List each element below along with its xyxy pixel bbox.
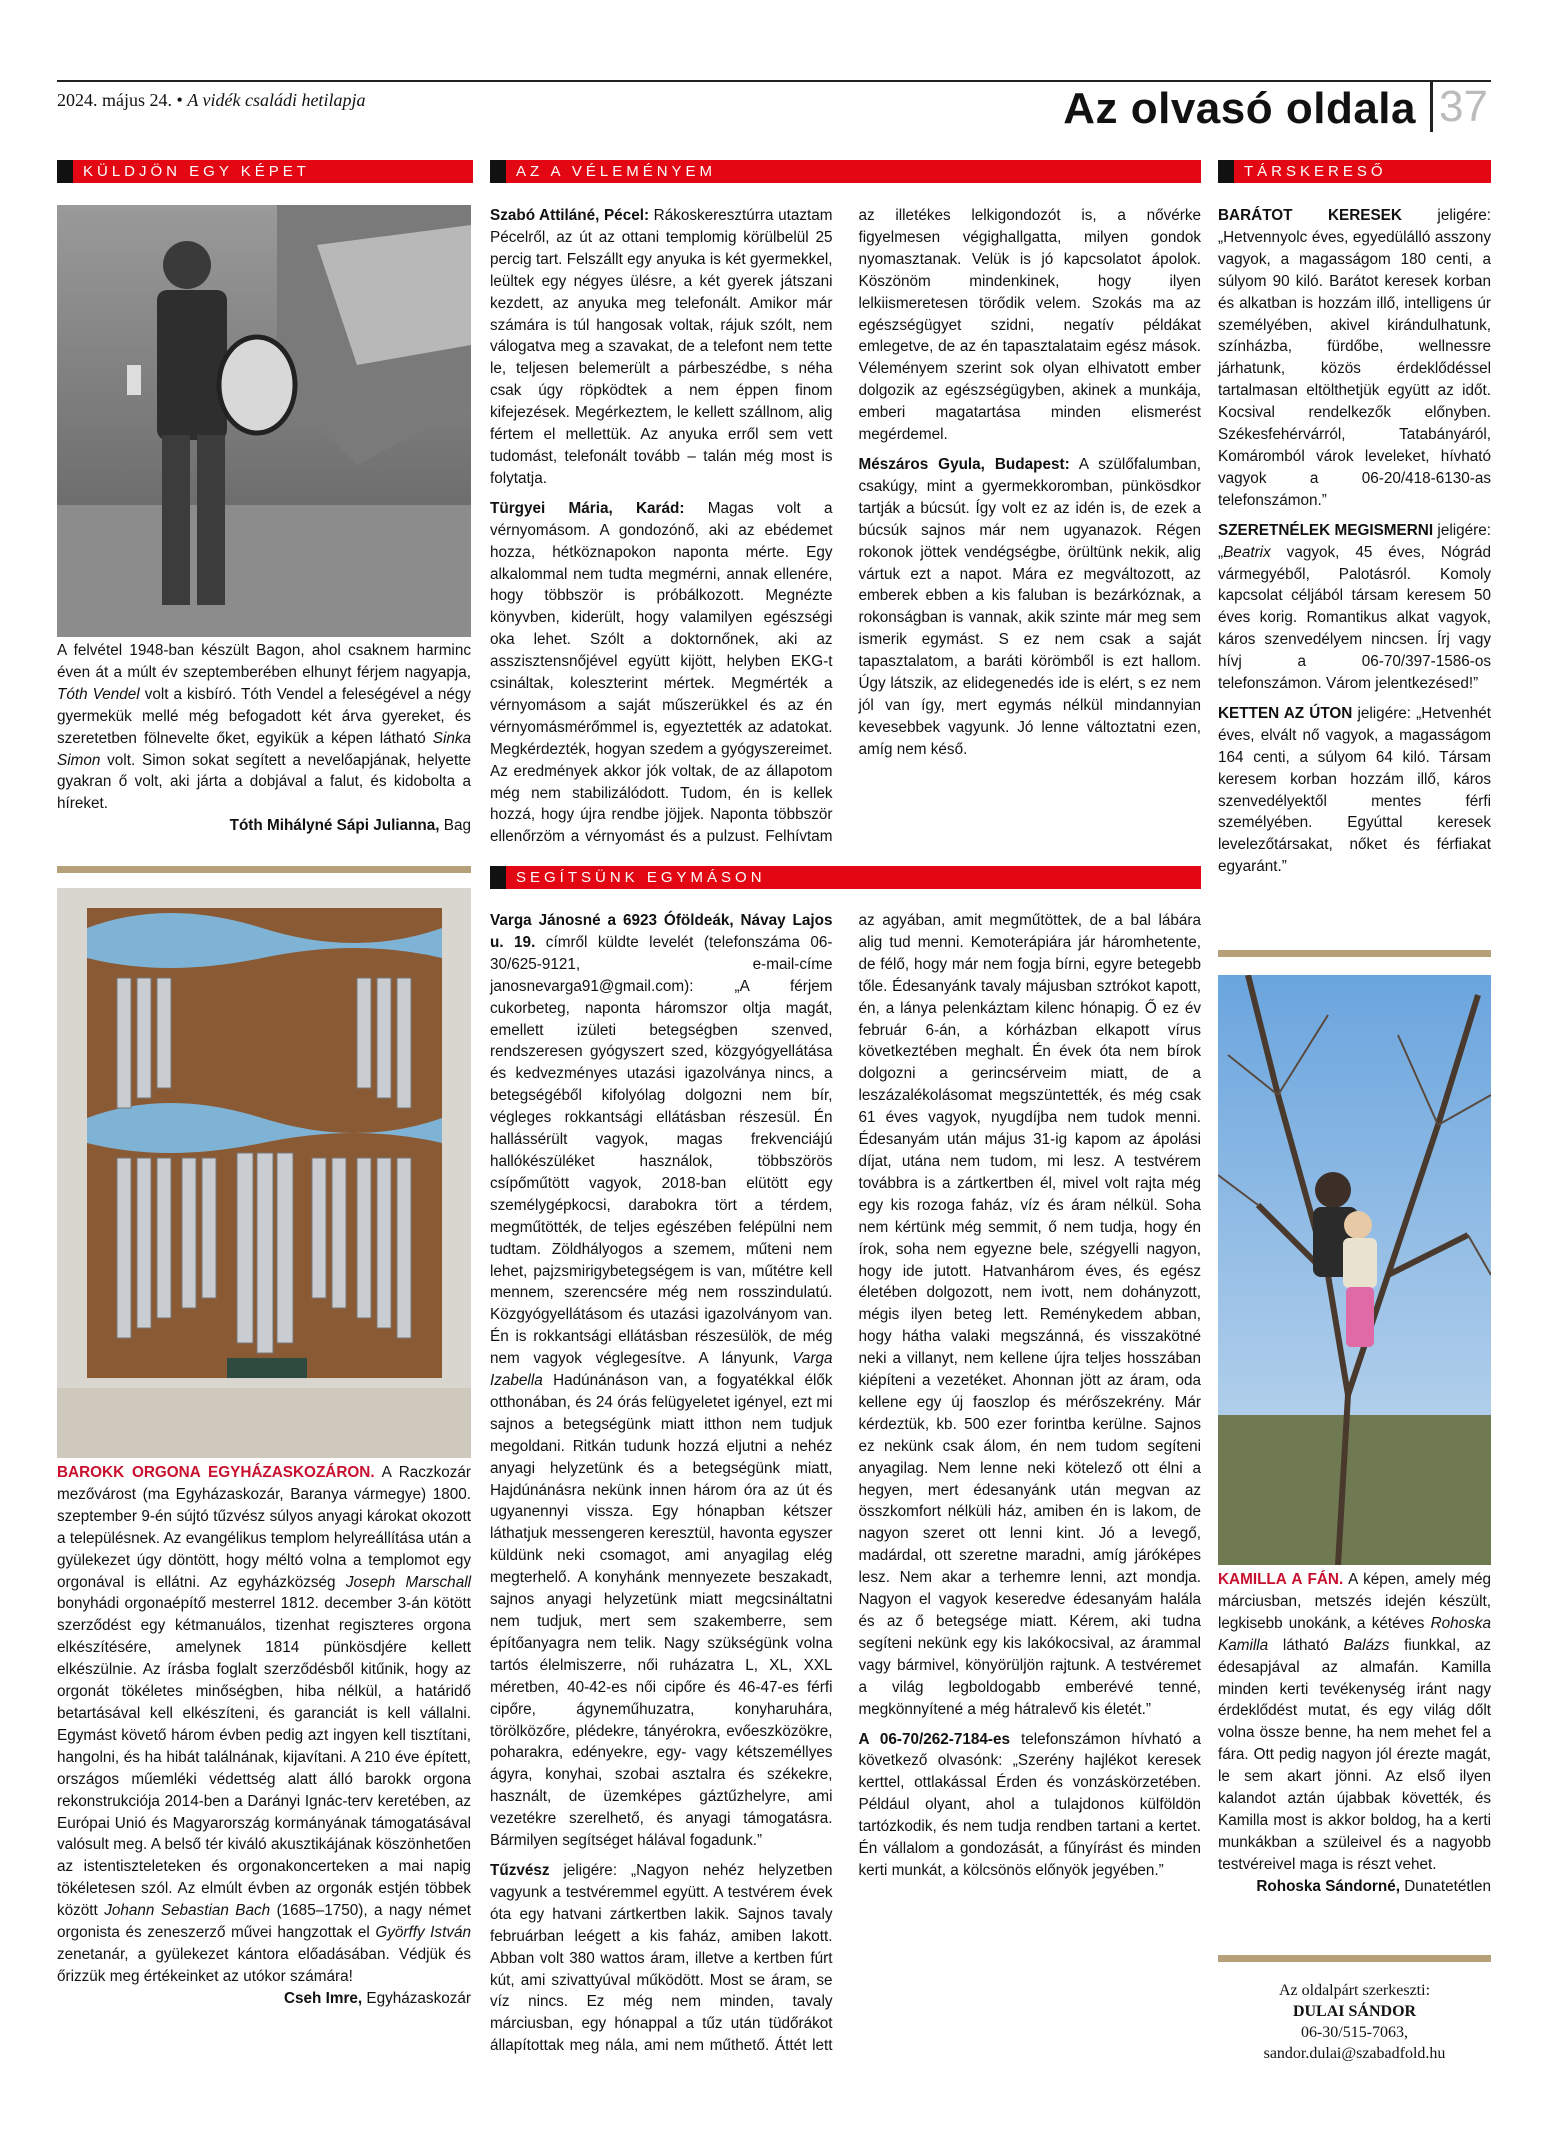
kamilla-text-1: A képen, amely még márciusban, metszés idején készült, legkisebb unokánk, a kétéves (1218, 1571, 1491, 1632)
opinion-letter-3 (859, 454, 1202, 761)
organ-text-1: A Raczkozár mezővárost (ma Egyházaskozár, Baranya vármegye) 1800. szeptember 9-én sújtó tűzvész súlyos anyagi károkat okozott a településnek. Az evangélikus templom helyreállítása után a gyülekezet úgy döntött, hogy méltó volna a templomot egy orgonával is ellátni. Az egyházközség (57, 1464, 471, 1591)
organ-text-3: (1685–1750), a nagy német orgonista és zeneszerző művei hangzottak el (57, 1902, 472, 1942)
caption-text-3: volt. Simon sokat segített a nevelőapjának, helyette gyakran ő volt, aki járta a dobjával a falut, és kidobolta a híreket. (57, 751, 472, 813)
organ-signature (57, 1988, 471, 2010)
kamilla-name-1: Rohoska Kamilla (1218, 1614, 1491, 1654)
kamilla-text-2: látható (1282, 1636, 1329, 1654)
kamilla-name-2: Balázs (1343, 1636, 1390, 1654)
organ-photo (57, 888, 471, 1458)
photo-caption (57, 640, 471, 837)
signature-place: Bag (443, 817, 471, 835)
page-number: 37 (1430, 82, 1485, 132)
partner-ad-2-text-2: vagyok, 45 éves, Nógrád vármegyéből, Palotásról. Komoly kapcsolat céljából társam keresem 50 éves korig. Romantikus alkat vagyok, káros szenvedélyem nincsen. Írj vagy hívj a 06-70/397-1586-os telefonszámon. Várom jelentkezésed!” (1218, 543, 1491, 693)
caption-text-2: volt a kisbíró. Tóth Vendel a feleségével a négy gyermekük mellé még befogadott két árva gyereket, és szeretetben fölnevelte őket, egyikük a képen látható (57, 685, 471, 747)
organ-text-4: zenetanár, a gyülekezet kántora előadásában. Védjük és őrizzük meg értékeinket az utókor számára! (57, 1945, 471, 1985)
section-opinion: AZ A VÉLEMÉNYEM (490, 160, 1201, 183)
tagline: A vidék családi hetilapja (187, 90, 366, 110)
opinion-letters (490, 205, 1201, 855)
letter-2-author: Türgyei Mária, Karád: (490, 499, 685, 517)
partner-ad-1-head: BARÁTOT KERESEK (1218, 207, 1402, 224)
partner-ad-2-text-1: jeligére: „ (1218, 521, 1491, 561)
partner-ad-3 (1218, 703, 1491, 878)
organ-signature-name: Cseh Imre, (283, 1989, 363, 2007)
organ-signature-place: Egyházaskozár (366, 1989, 471, 2007)
organ-name-2: Johann Sebastian Bach (104, 1902, 271, 1920)
organ-name-1: Joseph Marschall (345, 1573, 471, 1591)
organ-text-2: bonyhádi orgonaépítő mesterrel 1812. december 3-án kötött szerződést egy kétmanuálos, tizenhat regiszteres orgona elkészítésére, amelynek 1814 pünkösdjére kellett elkészülnie. Az írásba foglalt szerződésből kitűnik, hogy az orgonát tökéletes minőségben, hiba nélkül, a határidő betartásával kell elkészíteni, és garanciát is kell vállalni. Egymást követő három évben pedig azt ingyen kell tisztítani, hangolni, és ha hibát találnának, kijavítani. A 210 éve épített, országos műemléki védettség alatt álló barokk orgona rekonstrukciója 2014-ben a Darányi Ignác-terv keretében, az Európai Unió és Magyarország kormányának támogatásával valósult meg. A belső tér kiváló akusztikájának köszönhetően az istentiszteleteken és orgonakoncerteken a mai napig tökéletesen szól. Az elmúlt évben az orgonák estjén többek között (57, 1595, 471, 1920)
tuzvesz-code: Tűzvész (490, 1861, 550, 1879)
divider-rule (57, 866, 471, 873)
editor-email: sandor.dulai@szabadfold.hu (1263, 2045, 1446, 2062)
editor-name: DULAI SÁNDOR (1292, 2003, 1417, 2020)
organ-name-3: Györffy István (375, 1924, 471, 1942)
partner-ad-1-text: jeligére: „Hetvennyolc éves, egyedülálló asszony vagyok, a magasságom 180 centi, a súlyom 90 kiló. Barátot keresek korban és alkatban is hozzám illő, intelligens úr személyében, akivel kirándulhatunk, színházba, fürdőbe, wellnessre járhatunk, közös érdeklődéssel tartalmasan eltölthetjük együtt az időt. Kocsival rendelkezők előnyben. Székesfehérvárról, Tatabányáról, Komáromból várok leveleket, hívható vagyok a 06-20/418-6130-as telefonszámon.” (1218, 207, 1491, 509)
drummer-photo (57, 205, 471, 637)
editor-box (1218, 1980, 1491, 2064)
partner-ad-2-head: SZERETNÉLEK MEGISMERNI (1218, 521, 1434, 539)
signature-name: Tóth Mihályné Sápi Julianna, (229, 817, 440, 835)
issue-date: 2024. május 24. (57, 90, 172, 110)
section-send-picture: KÜLDJÖN EGY KÉPET (57, 160, 473, 183)
opinion-letter-1 (490, 205, 833, 490)
letter-2-text: Magas volt a vérnyomásom. A gondozónő, aki az ebédemet hozza, hétköznapokon naponta mérte. Egy alkalommal nem tudta megmérni, annak ellenére, hogy többször is próbálkozott. Megnézte könyvben, kiderült, hogy valamilyen egészségi oka lehet. Szólt a doktornőnek, aki az asszisztensnőjével együtt kijött, helyben EKG-t csináltak, koleszterint mértek. Megmérték a vérnyomásom a saját műszerükkel és az én vérnyomásmérőmmel is, egyeztették az adatokat. Megkérdezték, hogyan szedem a gyógyszereimet. Az eredmények akkor jók voltak, de az állapotom még nem stabilizálódott. Tudom, én is kellek hozzá, hogy újra rendbe jöjjek. Naponta többször ellenőrzöm a vérnyomást és a pulzust. Felhívtam az illetékes lelkigondozót is, a nővérke figyelmesen végighallgatta, milyen gondok nyomasztanak. Velük is jó kapcsolatot ápolok. Köszönöm mindenkinek, hogy ilyen lelkiismeretesen törődik velem. Szokás ma az egészségügyet szidni, negatív példákat emlegetve, de az én tapasztalataim egész mások. Véleményem szerint sok olyan elhivatott ember dolgozik az egészségügyben, akinek a munkája, emberi magatartása minden elismerést megérdemel. (490, 207, 1201, 846)
partner-ad-2 (1218, 520, 1491, 695)
tree-photo (1218, 975, 1491, 1565)
partner-divider (1218, 950, 1491, 957)
varga-daughter: Varga Izabella (490, 1350, 833, 1390)
phone-number: A 06-70/262-7184-es (858, 1730, 1011, 1748)
section-partner: TÁRSKERESŐ (1218, 160, 1491, 183)
varga-text-2: Hadúnánáson van, a fogyatékkal élők otthonában, és 24 órás felügyeletet igényel, ezt mi sajnos a betegségünk miatt itthon nem tudjuk megoldani. Ritkán tudunk hozzá eljutni a nehéz anyagi helyzetünk és a betegségünk miatt, Hajdúnánásra nekünk innen három óra az út és ugyanennyi vissza. Egy hónapban kétszer láthatjuk messengeren keresztül, havonta egyszer küldünk neki csomagot, ami anyagilag elég megterhelő. A konyhánk mennyezete beszakadt, sajnos anyagi helyzetünk miatt megcsináltatni nem tudjuk, mert sem szakemberre, sem építőanyagra nem telik. Nagy szükségünk volna tartós élelmiszerre, női ruházatra L, XL, XXL méretben, 40-42-es női cipőre és 46-47-es férfi cipőre, ágyneműhuzatra, konyharuhára, törölközőre, plédekre, tányérokra, evőeszközökre, poharakra, edényekre, egy- vagy kétszeméllyes ágyra, konyhai, szobai asztalra és székekre, használt, de üzemképes gáztűzhelyre, ami vezetékre szerelhető, és anyagi támogatásra. Bármilyen segítséget hálával fogadunk.” (490, 1372, 833, 1850)
kamilla-heading: KAMILLA A FÁN. (1218, 1571, 1344, 1588)
header-rule (57, 80, 1491, 82)
caption-name-2: Sinka Simon (57, 729, 472, 769)
section-help: SEGÍTSÜNK EGYMÁSON (490, 866, 1201, 889)
letter-1-text: Rákoskeresztúrra utaztam Pécelről, az út az ottani templomig körülbelül 25 percig tart. Felszállt egy anyuka is két gyermekkel, leültek egy négyes ülésre, a két gyerek játszani kezdett, az anyuka meg telefonált. Amikor már számára is túl hangosak voltak, rájuk szólt, nem válogatva meg a szavakat, de a telefont nem tette le, teljesen belemerült a párbeszédbe, s néha csak úgy röpködtek a nem éppen finom kifejezések. Megérkeztem, le kellett szállnom, alig fértem el mellettük. Az anyuka erről sem vett tudomást, telefonált tovább – talán még most is folytatja. (490, 207, 833, 487)
varga-text-1: címről küldte levelét (telefonszáma 06-30/625-9121, e-mail-címe janosnevarga91@gmail.com): „A férjem cukorbeteg, naponta háromszor oltja magát, emellett izületi betegségben szenved, rendszeresen gyógyszert szed, közgyógyellátása és kedvezményes utazási igazolványa nincs, a betegségéből kifolyólag dolgozni nem bír, végleges rokkantsági ellátásban részesül. Én hallássérült vagyok, magas frekvenciájú hallókészüléket használok, többszörös csípőműtött vagyok, 2018-ban elütött egy személygépkocsi, darabokra tört a térdem, megműtötték, de teljes egészében felépülni nem tudtam. Zöldhályogos a szemem, műteni nem lehet, pajzsmirigybetegségem is van, műtétre kell mennem, szerencsére még nem rosszindulatú. Közgyógyellátásom és utazási igazolványom van. Én is rokkantsági ellátásban részesülök, de még nem vagyok véglegesítve. A lányunk, (490, 933, 833, 1368)
partner-ad-2-name: Beatrix (1223, 543, 1271, 561)
varga-address: Varga Jánosné a 6923 Óföldeák, Návay Lajos u. 19. (490, 912, 833, 951)
kamilla-text-3: fiunkkal, az édesapjával az almafán. Kamilla minden kerti tevékenység iránt nagy érdeklődést mutat, és egy világ dőlt volna össze benne, ha nem mehet fel a fára. Ott pedig nagyon jól érezte magát, le sem akart jönni. Az első ilyen kalandot aztán újabbak követték, és Kamilla most is akkor boldog, ha a kerti munkákban a szüleivel és a nagyobb testvéreivel maga is részt vehet. (1218, 1636, 1492, 1873)
help-letter-varga (490, 910, 833, 1852)
phone-text: telefonszámon hívható a következő olvasónk: „Szerény hajlékot keresek kerttel, ottlakással Érden és vonzáskörzetében. Például olyant, ahol a tulajdonos külföldön tartózkodik, és nem tudja rendben tartani a kertet. Én vállalom a gondozását, a fűnyírást és minden kerti munkát, a kölcsönös előnyök jegyében.” (858, 1730, 1202, 1879)
partner-ad-1 (1218, 205, 1491, 512)
kamilla-caption (1218, 1569, 1491, 1898)
editor-label: Az oldalpárt szerkeszti: (1278, 1982, 1431, 1999)
letter-3-text: A szülőfalumban, csakúgy, mint a gyermekkoromban, pünkösdkor tartják a búcsút. Így volt ez az idén is, de ezek a búcsúk sajnos már nem ugyanazok. Régen rokonok jöttek vendégségbe, örültünk nekik, alig vártuk ezt a napot. Mára ez megváltozott, az emberek ebben a kis faluban is bezárkóznak, a rokonságban is vannak, akik szinte már meg sem ismerik egymást. S ez nem csak a saját tapasztalatom, a baráti körömből is ezt hallom. Úgy látszik, az elidegenedés ide is elért, s ez nem jól van így, mert egymás nélkül mindannyian kevesebbek vagyunk. Jó lenne változtatni ezen, amíg nem késő. (858, 455, 1202, 758)
partner-ad-3-text: jeligére: „Hetvenhét éves, elvált nő vagyok, a magasságom 164 centi, a súlyom 64 kiló. Társam keresem korban hozzám illő, káros szenvedélyektől mentes férfi személyében. Egyúttal keresek levelezőtársakat, nőket és férfiakat egyaránt.” (1218, 704, 1492, 876)
kamilla-signature (1218, 1876, 1491, 1898)
editor-divider (1218, 1955, 1491, 1962)
issue-bullet: • (172, 90, 188, 110)
partner-ads (1218, 205, 1491, 886)
letter-1-author: Szabó Attiláné, Pécel: (490, 207, 650, 224)
help-letter-phone (859, 1729, 1202, 1882)
tuzvesz-text: jeligére: „Nagyon nehéz helyzetben vagyunk a testvéremmel együtt. A testvérem évek óta egy hatvani zártkertben lakik. Sajnos tavaly februárban leégett a kis faház, amiben lakott. Abban volt 380 wattos áram, illetve a kertben fúrt kút, ami szivattyúval működött. Most se áram, se víz nincs. Ez még nem minden, tavaly márciusban, egy hónappal a tűz után tüdőrákot állapítottak meg nála, ami nem műthető. Áttét lett az agyában, amit megműtöttek, de a bal lábára alig tud menni. Kemoterápiára jár háromhetente, de félő, hogy már nem fogja bírni, egyre betegebb tőle. Édesanyánk tavaly májusban sztrókot kapott, én, a lánya pelenkáztam kilenc hónapig. Ő ez év február 6-án, a kórházban elkapott vírus következtében meghalt. Én évek óta nem bírok dolgozni a gerincsérveim miatt, de a leszázalékolásomat megszüntették, és még csak 61 éves vagyok, nyugdíjba nem tudok menni. Édesanyám után május 31-ig kapom az ápolási díjat, utána nem tudom, mi lesz. A testvérem továbbra is a zártkertben él, mivel volt rajta még egy kis rozoga faház, víz és áram nélkül. Soha nem kértünk még semmit, ő nem tudja, hogy én írok, soha nem egyezne bele, szégyelli nagyon, hogy ide jutott. Hatvanhárom éves, és egész életében dolgozott, nem ivott, nem dohányzott, mégis ilyen beteg lett. Reménykedem abban, hogy hátha valaki megszánná, és visszakötné neki a villanyt, nem kellene újra teljes hosszában kiépíteni a vezetéket. Ahonnan jött az áram, oda kellene egy új faoszlop és mérőszekrény. Már kérdeztük, kb. 500 ezer forintba kerülne. Sajnos ez nekünk csak álom, én nem tudom segíteni anyagilag. Nem lenne neki kötelező ott élni a hegyen, mert édesanyánk után megvan az összkomfort nélküli ház, amiben én is lakom, de nagyon szeret ott lenni kint. Jó a levegő, madárdal, ott szeretne maradni, amíg járóképes lesz. Nem akar a terhemre lenni, azt mondja. Nagyon el vagyok keseredve édesanyám halála és az ő betegsége miatt. Kérem, aki tudna segíteni nekünk egy kis lakókocsival, az árammal vagy bármivel, könyörüljön rajtunk. A testvéremet a világ legboldogabb emberévé tenné, megkönnyítené a még hátralevő kis életét.” (490, 912, 1201, 2055)
editor-phone: 06-30/515-7063, (1300, 2024, 1409, 2041)
caption-signature (57, 815, 471, 837)
letter-3-author: Mészáros Gyula, Budapest: (858, 455, 1070, 473)
organ-heading: BAROKK ORGONA EGYHÁZASKOZÁRON. (57, 1464, 375, 1481)
organ-article (57, 1462, 471, 2010)
caption-name-1: Tóth Vendel (57, 685, 140, 703)
kamilla-signature-place: Dunatetétlen (1404, 1877, 1491, 1895)
issue-line (57, 90, 365, 111)
help-letters (490, 910, 1201, 2060)
page-title: Az olvasó oldala (1063, 84, 1416, 133)
caption-text-1: A felvétel 1948-ban készült Bagon, ahol csaknem harminc éven át a múlt év szeptemberében elhunyt férjem nagyapja, (57, 642, 471, 681)
kamilla-signature-name: Rohoska Sándorné, (1256, 1877, 1400, 1895)
partner-ad-3-head: KETTEN AZ ÚTON (1218, 704, 1353, 722)
